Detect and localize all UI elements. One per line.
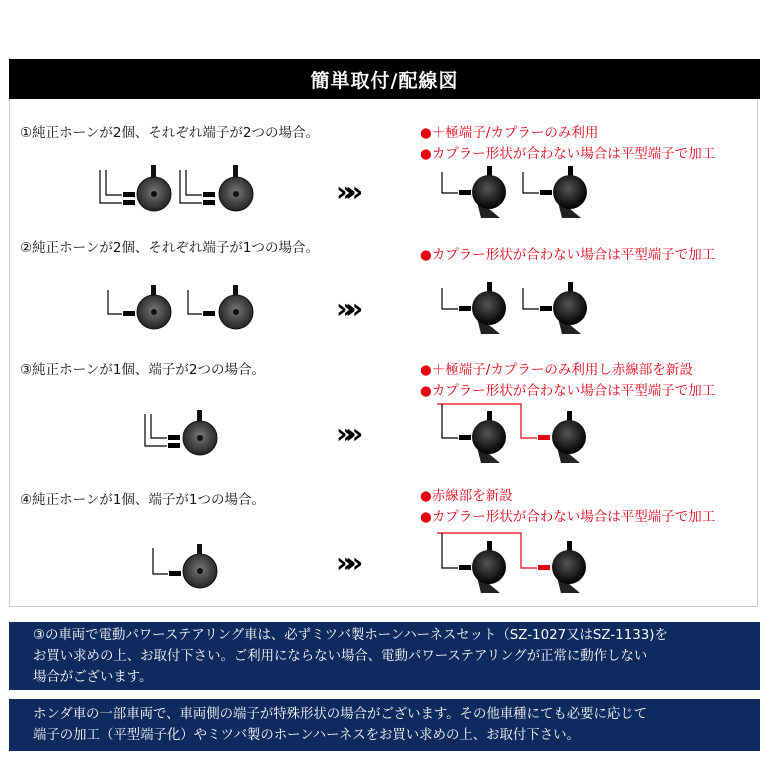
case-4-note-2: ●カプラー形状が合わない場合は平型端子で加工 [420,509,716,525]
original-horn-icon [180,165,253,211]
info-box-honda-note [9,699,760,751]
info-line: ③の車両で電動パワーステアリング車は、必ずミツバ製ホーンハーネスセット（SZ-1027又はSZ-1133)を [33,628,668,643]
case-4-original-horn [153,544,217,588]
case-2-label: ②純正ホーンが2個、それぞれ端子が1つの場合。 [20,240,320,256]
new-horn-icon [523,282,587,334]
case-1-label: ①純正ホーンが2個、それぞれ端子が2つの場合。 [20,125,320,141]
arrow-case-3: »» [336,417,355,450]
case-1-note-2: ●カプラー形状が合わない場合は平型端子で加工 [420,146,716,162]
case-4-label: ④純正ホーンが1個、端子が1つの場合。 [20,492,266,508]
case-4-result-horns [437,533,586,593]
info-line: 端子の加工（平型端子化）やミツバ製のホーンハーネスをお買い求めの上、お取付下さい。 [33,728,580,743]
info-line: お買い求めの上、お取付下さい。ご利用にならない場合、電動パワーステアリングが正常に動作しない [33,649,648,664]
case-3-note-2: ●カプラー形状が合わない場合は平型端子で加工 [420,383,716,399]
case-1-original-horns [100,165,253,211]
new-horn-icon [538,541,586,593]
new-horn-icon [523,166,587,218]
case-2-result-horns [442,282,587,334]
original-horn-icon [108,285,171,329]
new-horn-icon [442,282,506,334]
case-3-original-horn [145,410,217,455]
case-1-note-1: ●＋極端子/カプラーのみ利用 [420,125,599,141]
arrow-case-1: »» [336,175,355,208]
original-horn-icon [153,544,217,588]
info-line: 場合がございます。 [33,670,153,685]
case-2-original-horns [108,285,253,329]
original-horn-icon [145,410,217,455]
case-3-label: ③純正ホーンが1個、端子が2つの場合。 [20,362,266,378]
case-2-note-1: ●カプラー形状が合わない場合は平型端子で加工 [420,247,716,263]
page-title: 簡単取付/配線図 [9,59,760,99]
info-line: ホンダ車の一部車両で、車両側の端子が特殊形状の場合がございます。その他車種にても必要に応じて [33,707,648,722]
case-1-result-horns [442,166,587,218]
case-4-note-1: ●赤線部を新設 [420,488,513,504]
arrow-case-2: »» [336,292,355,325]
original-horn-icon [188,285,253,329]
new-horn-icon [442,404,506,463]
new-horn-icon [442,166,506,218]
case-3-note-1: ●＋極端子/カプラーのみ利用し赤線部を新設 [420,362,693,378]
new-horn-icon [538,411,586,463]
new-horn-icon [442,533,506,593]
case-3-result-horns [437,404,586,463]
original-horn-icon [100,165,171,211]
arrow-case-4: »» [336,546,355,579]
info-box-eps-warning [9,622,760,690]
